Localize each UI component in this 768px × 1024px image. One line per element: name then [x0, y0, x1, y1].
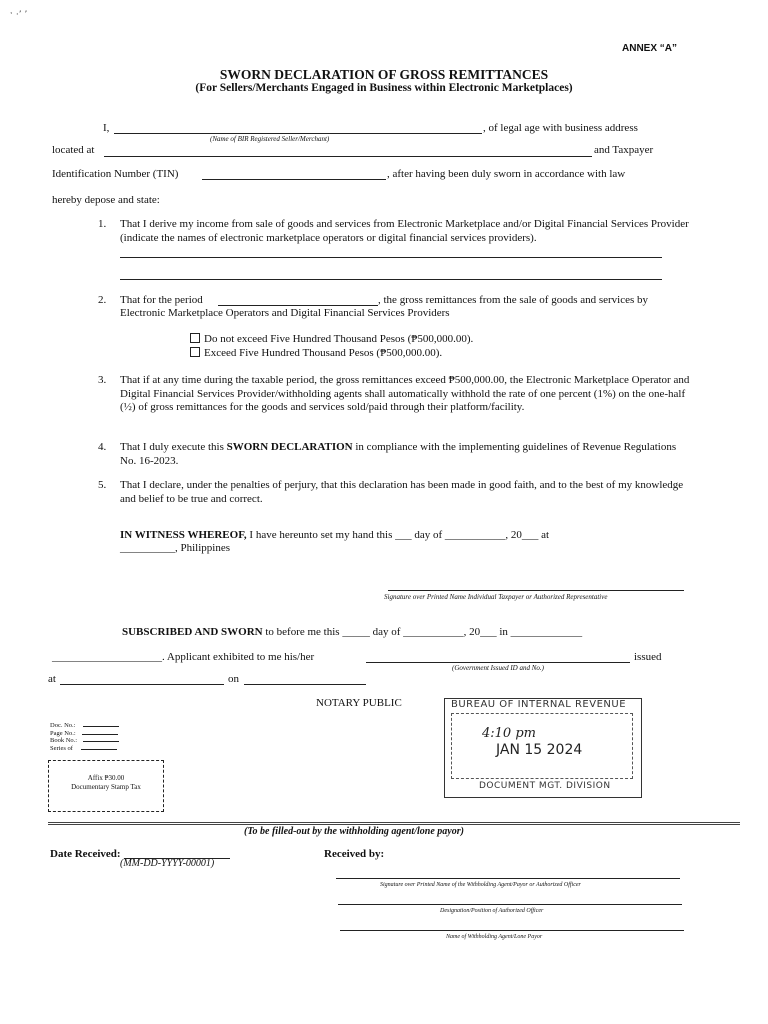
- government-id-caption: (Government Issued ID and No.): [452, 664, 544, 672]
- stamp-box-line2: Documentary Stamp Tax: [71, 783, 141, 791]
- tin-field[interactable]: [202, 179, 386, 180]
- seller-name-caption: (Name of BIR Registered Seller/Merchant): [210, 135, 330, 143]
- intro-located-at: located at: [52, 144, 95, 156]
- date-received-label: Date Received:: [50, 848, 121, 860]
- designation-line[interactable]: [338, 904, 682, 905]
- documentary-stamp-box: [48, 760, 164, 812]
- checkbox-not-exceed-label: Do not exceed Five Hundred Thousand Pesos (₱500,000.00).: [204, 333, 474, 345]
- bir-stamp-date: JAN 15 2024: [496, 742, 583, 758]
- checkbox-not-exceed-box[interactable]: [190, 333, 200, 343]
- annex-label: ANNEX “A”: [622, 43, 678, 54]
- page-title: SWORN DECLARATION OF GROSS REMITTANCES: [219, 67, 549, 82]
- item-1-text: That I derive my income from sale of goods and services from Electronic Marketplace and/or Digital Financial Services Provider (indicate the names of electronic marketplace operators or digital financial services providers).: [120, 218, 689, 244]
- issued-text: issued: [634, 651, 662, 663]
- taxpayer-signature-line[interactable]: [388, 590, 684, 591]
- item-2-post: , the gross remittances from the sale of goods and services by: [378, 294, 649, 306]
- item-3-number: 3.: [98, 374, 107, 386]
- subscribed-rest: to before me this _____ day of ___________, 20___ in _____________: [262, 626, 583, 638]
- bir-stamp-time: 4:10 pm: [482, 726, 536, 741]
- agent-name-caption: Name of Withholding Agent/Lone Payor: [446, 934, 543, 940]
- doc-field-doc: Doc. No.:: [50, 722, 119, 730]
- item-5-number: 5.: [98, 479, 107, 491]
- witness-line-1: [120, 529, 690, 543]
- subscribed-lead: SUBSCRIBED AND SWORN: [122, 626, 263, 638]
- on-label: on: [228, 673, 239, 685]
- on-field[interactable]: [244, 684, 366, 685]
- business-address-field[interactable]: [104, 156, 592, 157]
- item-3-text: That if at any time during the taxable period, the gross remittances exceed ₱500,000.00, the Electronic Marketplace Operator and Digital Financial Services Provider/withholding agents shall automatically withhold the rate of one percent (1%) on the one-half (½) of gross remittances for the goods and services sold/paid through their platform/facility.: [120, 374, 690, 413]
- checkbox-not-exceed[interactable]: [190, 333, 473, 347]
- item-1-number: 1.: [98, 218, 107, 230]
- witness-rest: I have hereunto set my hand this ___ day of ___________, 20___ at: [246, 529, 550, 541]
- intro-sworn: , after having been duly sworn in accordance with law: [387, 168, 626, 180]
- page-subtitle: (For Sellers/Merchants Engaged in Business within Electronic Marketplaces): [195, 82, 573, 94]
- item-2-number: 2.: [98, 294, 107, 306]
- checkbox-exceed-label: Exceed Five Hundred Thousand Pesos (₱500,000.00).: [204, 347, 443, 359]
- withholding-header: (To be filled-out by the withholding agent/lone payor): [244, 826, 464, 837]
- item-2-pre: That for the period: [120, 294, 203, 306]
- seller-name-field[interactable]: [114, 133, 482, 134]
- government-id-field[interactable]: [366, 662, 630, 663]
- doc-field-page: Page No.:: [50, 730, 119, 738]
- intro-and-taxpayer: and Taxpayer: [594, 144, 654, 156]
- doc-fields: [50, 722, 119, 752]
- notary-public-label: NOTARY PUBLIC: [316, 697, 402, 709]
- item-4-bold: SWORN DECLARATION: [226, 441, 353, 453]
- marketplace-names-line-1[interactable]: [120, 257, 662, 258]
- designation-caption: Designation/Position of Authorized Officer: [440, 908, 544, 914]
- intro-depose: hereby depose and state:: [52, 194, 160, 206]
- officer-signature-caption: Signature over Printed Name of the Withholding Agent/Payor or Authorized Officer: [380, 882, 581, 888]
- intro-tin: Identification Number (TIN): [52, 168, 179, 180]
- bir-stamp-top: BUREAU OF INTERNAL REVENUE: [451, 699, 627, 710]
- bir-received-stamp: [444, 698, 642, 798]
- officer-signature-line[interactable]: [336, 878, 680, 879]
- at-field[interactable]: [60, 684, 224, 685]
- intro-i: I,: [103, 122, 110, 134]
- item-4-text: [120, 441, 690, 468]
- checkbox-exceed[interactable]: [190, 347, 442, 361]
- received-by-label: Received by:: [324, 848, 385, 860]
- taxpayer-signature-caption: Signature over Printed Name Individual Taxpayer or Authorized Representative: [384, 593, 608, 601]
- item-4-pre: That I duly execute this: [120, 441, 227, 453]
- item-4-number: 4.: [98, 441, 107, 453]
- section-divider: [48, 822, 740, 825]
- agent-name-line[interactable]: [340, 930, 684, 931]
- scan-artifact: ˑ ·ʼ ’: [10, 10, 28, 20]
- bir-stamp-bottom: DOCUMENT MGT. DIVISION: [479, 781, 611, 791]
- checkbox-exceed-box[interactable]: [190, 347, 200, 357]
- marketplace-names-line-2[interactable]: [120, 279, 662, 280]
- applicant-text: ____________________. Applicant exhibited to me his/her: [52, 651, 315, 663]
- period-field[interactable]: [218, 305, 378, 306]
- witness-line-2: __________, Philippines: [120, 542, 231, 554]
- item-5-text: That I declare, under the penalties of perjury, that this declaration has been made in good faith, and to the best of my knowledge and belief to be true and correct.: [120, 479, 684, 505]
- at-label: at: [48, 673, 56, 685]
- doc-field-series: Series of: [50, 745, 119, 753]
- witness-lead: IN WITNESS WHEREOF,: [120, 529, 247, 541]
- intro-legal-age: , of legal age with business address: [483, 122, 638, 134]
- bir-stamp-inner: [451, 713, 633, 779]
- stamp-box-line1: Affix ₱30.00: [87, 774, 125, 782]
- item-2-line2: Electronic Marketplace Operators and Digital Financial Services Providers: [120, 307, 450, 319]
- doc-field-book: Book No.:: [50, 737, 119, 745]
- date-format-hint: (MM-DD-YYYY-00001): [120, 858, 215, 869]
- subscribed-line: [122, 626, 582, 640]
- item-4-post: in compliance with the implementing guidelines of Revenue Regulations No. 16-2023.: [120, 441, 677, 467]
